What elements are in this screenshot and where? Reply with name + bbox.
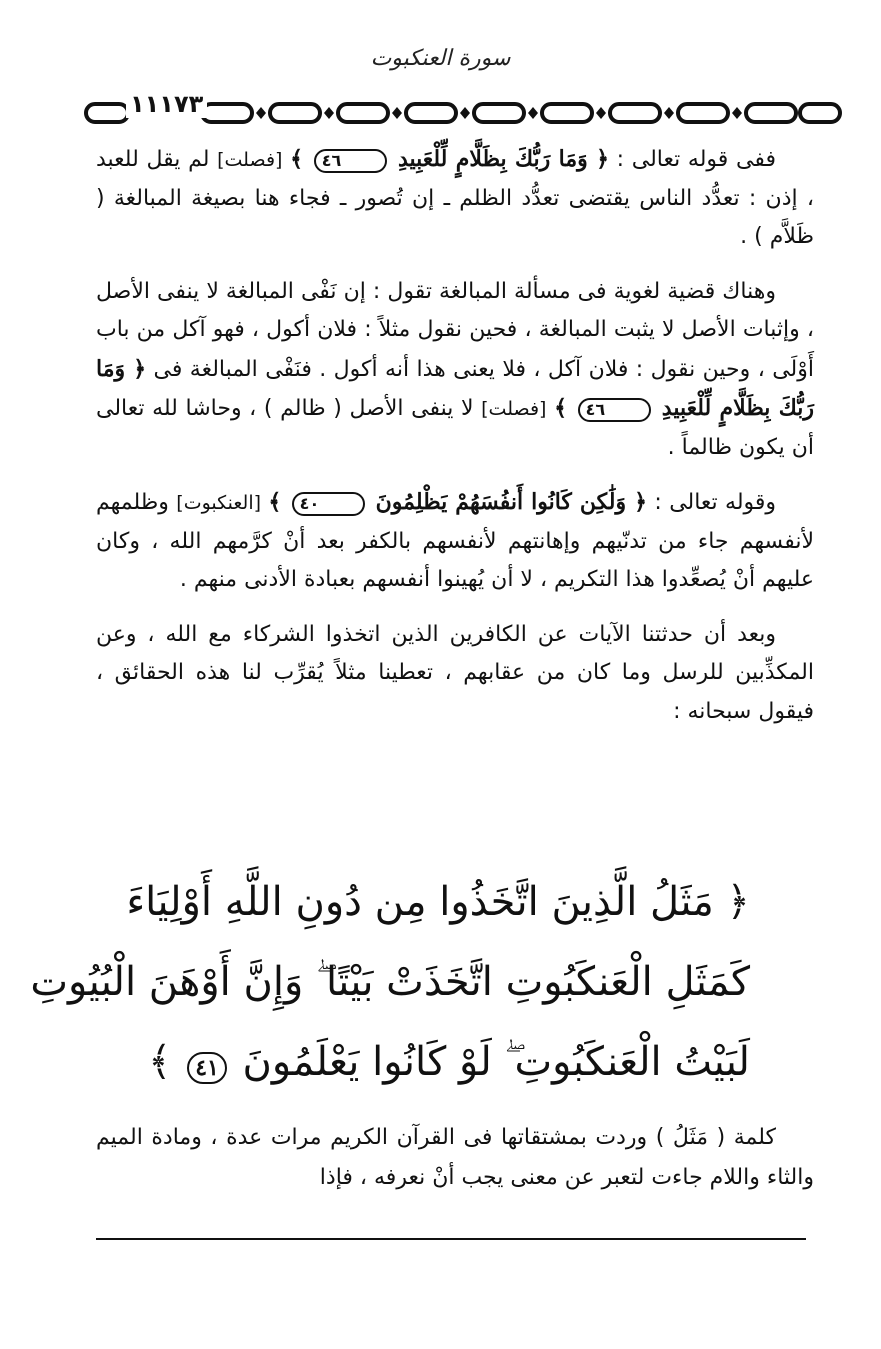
paragraph-2-text-a: وهناك قضية لغوية فى مسألة المبالغة تقول : إن نَفْى المبالغة لا ينفى الأصل ، وإثبات الأصل لا يثبت المبالغة ، فحين نقول مثلاً : فلان أكول ، فهو آكل من باب أَوْلَى ، وحين نقول : فلان آكل ، فلا يعنى هذا أنه أكول . فنَفْى المبالغة فى	[96, 278, 814, 382]
surah-reference: [فصلت]	[481, 398, 547, 420]
paragraph-4	[96, 616, 814, 732]
paragraph-5-text: كلمة ( مَثَلُ ) وردت بمشتقاتها فى القرآن الكريم مرات عدة ، ومادة الميم والثاء واللام جاءت لتعبر عن معنى يجب أنْ نعرفه ، فإذا	[96, 1125, 814, 1190]
ayah-number-badge: ٤١	[187, 1052, 227, 1084]
quran-quote: ﴿ وَمَا رَبُّكَ بِظَلَّامٍ لِّلْعَبِيدِ	[96, 355, 814, 421]
quran-quote: ﴿ وَمَا رَبُّكَ بِظَلَّامٍ لِّلْعَبِيدِ	[397, 146, 609, 172]
body-text	[96, 140, 814, 747]
paragraph-1	[96, 140, 814, 257]
quran-quote: ﴿ وَلَٰكِن كَانُوا أَنفُسَهُمْ يَظْلِمُونَ	[375, 489, 648, 515]
paragraph-2	[96, 273, 814, 468]
paragraph-3	[96, 483, 814, 600]
ayah-number-badge: ٤٦	[314, 149, 388, 173]
verse-line-1: ﴿ مَثَلُ الَّذِينَ اتَّخَذُوا مِن دُونِ اللَّهِ أَوْلِيَاءَ	[126, 879, 750, 925]
verse-line-3	[150, 1022, 750, 1102]
quran-quote-close: ﴾	[554, 395, 567, 421]
paragraph-1-text: لم يقل للعبد ، إذن : تعدُّد الناس يقتضى تعدُّد الظلم ـ إن تُصور ـ فجاء هنا بصيغة المبالغة ( ظَلاَّم ) .	[96, 147, 814, 249]
ayah-number-badge: ٤٠	[292, 492, 366, 516]
paragraph-5	[96, 1118, 814, 1198]
ayah-number-badge: ٤٦	[578, 398, 652, 422]
footer-rule	[96, 1238, 806, 1240]
continuation-text	[96, 1118, 814, 1198]
surah-title: سورة العنكبوت	[370, 46, 511, 71]
verse-line-3-text: لَبَيْتُ الْعَنكَبُوتِ ۖ لَوْ كَانُوا يَعْلَمُونَ	[242, 1039, 750, 1085]
verse-line-2: كَمَثَلِ الْعَنكَبُوتِ اتَّخَذَتْ بَيْتًا ۖ وَإِنَّ أَوْهَنَ الْبُيُوتِ	[30, 959, 750, 1005]
paragraph-1-intro: ففى قوله تعالى :	[616, 147, 776, 172]
surah-reference: [فصلت]	[217, 149, 283, 171]
verse-close: ﴾	[148, 1039, 172, 1085]
quran-verse-block	[30, 862, 750, 1102]
paragraph-3-intro: وقوله تعالى :	[654, 490, 777, 515]
surah-reference: [العنكبوت]	[176, 492, 262, 514]
paragraph-4-text: وبعد أن حدثتنا الآيات عن الكافرين الذين اتخذوا الشركاء مع الله ، وعن المكذِّبين للرسل وما كان من عقابهم ، تعطينا مثلاً يُقرِّب لنا هذه الحقائق ، فيقول سبحانه :	[96, 621, 814, 724]
quran-quote-close: ﴾	[290, 146, 304, 172]
paragraph-3-text: وظلمهم لأنفسهم جاء من تدنّيهم وإهانتهم لأنفسهم بالكفر بعد أنْ كرَّمهم الله ، وكان عليهم أنْ يُصعِّدوا هذا التكريم ، لا أن يُهينوا أنفسهم بعبادة الأدنى منهم .	[96, 490, 814, 592]
page-number: ١١١٧٣	[126, 90, 207, 118]
quran-quote-close: ﴾	[268, 489, 282, 515]
paragraph-2-text-b: لا ينفى الأصل ( ظالم ) ، وحاشا لله تعالى أن يكون ظالماً .	[96, 396, 814, 460]
